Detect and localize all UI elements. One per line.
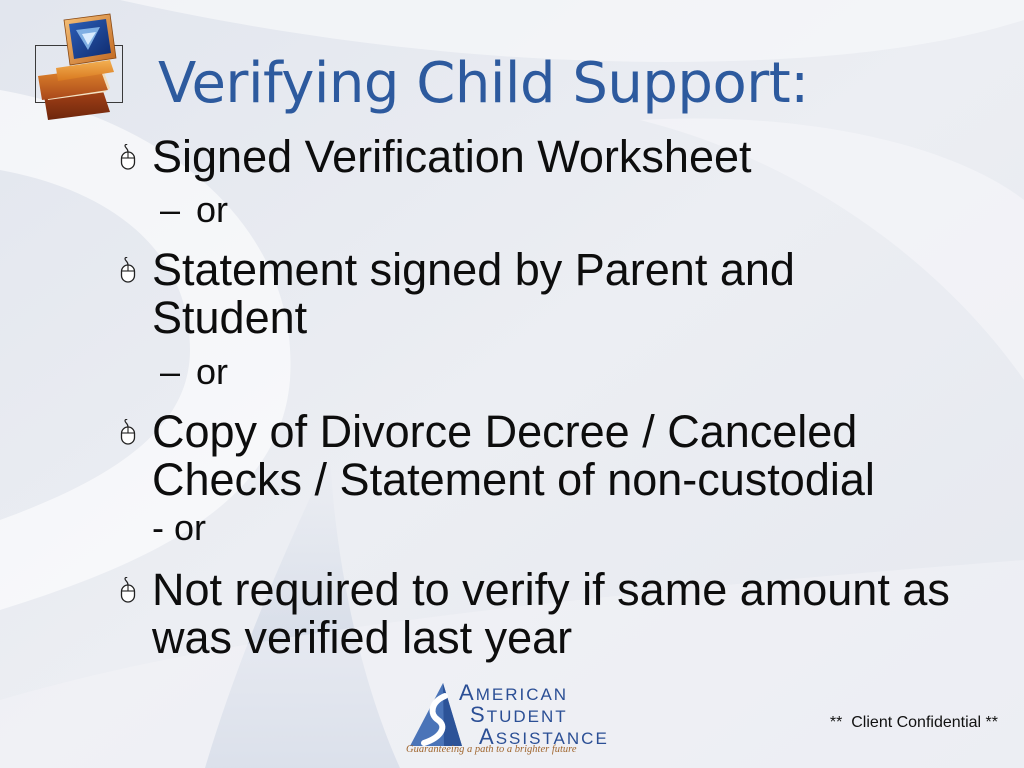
mouse-icon bbox=[119, 144, 137, 170]
sub-item bbox=[160, 190, 228, 230]
bullet-line: Student bbox=[152, 292, 308, 343]
bullet-note: - or bbox=[152, 507, 206, 548]
sub-dash: – bbox=[160, 351, 181, 392]
sub-item bbox=[160, 352, 228, 392]
bullet-line: Statement signed by Parent and bbox=[152, 244, 795, 295]
bullet-line: was verified last year bbox=[152, 612, 573, 663]
bullet-line: Signed Verification Worksheet bbox=[152, 131, 752, 182]
computer-on-books-icon bbox=[30, 12, 130, 124]
bullet-text bbox=[152, 408, 875, 504]
asa-triangle-logo-icon bbox=[404, 680, 464, 748]
mouse-icon bbox=[119, 577, 137, 603]
logo-text-student: STUDENT bbox=[470, 702, 568, 727]
bullet-item bbox=[110, 408, 990, 504]
logo-tagline: Guaranteeing a path to a brighter future bbox=[406, 744, 577, 755]
bullet-text bbox=[152, 246, 795, 342]
bullet-text bbox=[152, 133, 752, 181]
logo-text-american: AMERICAN bbox=[459, 680, 569, 705]
sub-text: or bbox=[196, 351, 229, 392]
bullet-line: Copy of Divorce Decree / Canceled bbox=[152, 406, 858, 457]
bullet-line: Not required to verify if same amount as bbox=[152, 564, 950, 615]
bullet-text bbox=[152, 566, 950, 662]
logo-text-assistance: ASSISTANCE bbox=[479, 724, 609, 749]
bullet-item bbox=[110, 246, 990, 342]
bullet-item bbox=[110, 133, 990, 181]
sub-text: or bbox=[196, 189, 229, 230]
confidential-notice: ** Client Confidential ** bbox=[829, 714, 998, 731]
mouse-icon bbox=[119, 257, 137, 283]
slide-title: Verifying Child Support: bbox=[158, 51, 809, 116]
bullet-item bbox=[110, 566, 990, 662]
bullet-line: Checks / Statement of non-custodial bbox=[152, 454, 875, 505]
mouse-icon bbox=[119, 419, 137, 445]
sub-dash: – bbox=[160, 189, 181, 230]
